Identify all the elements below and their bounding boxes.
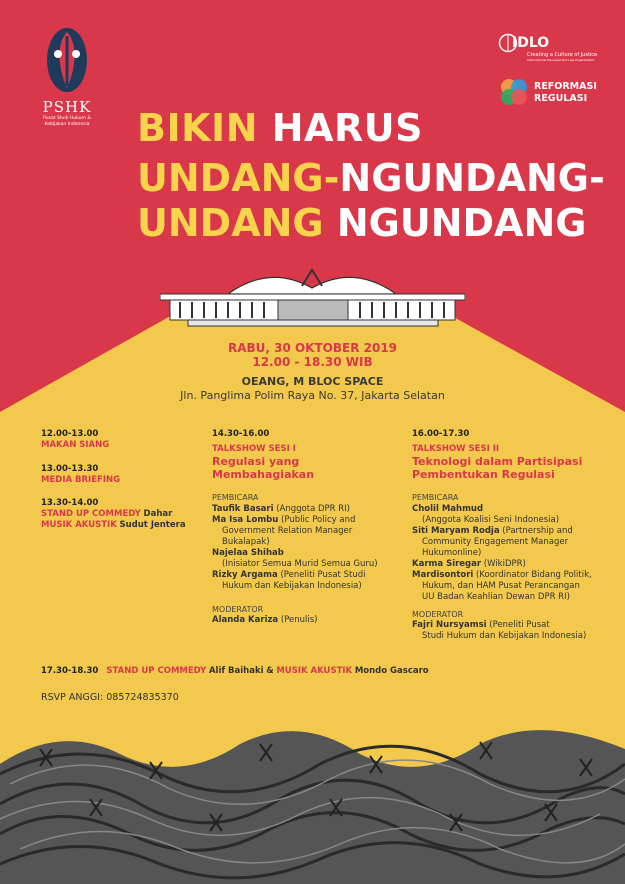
title-undang-2: UNDANG — [137, 201, 324, 245]
barbed-wire-illustration — [0, 704, 625, 884]
s1-p4-desc-2: Hukum dan Kebijakan Indonesia) — [222, 580, 362, 591]
session-2 — [412, 429, 617, 642]
session-1 — [212, 429, 407, 626]
musik-value: Sudut Jentera — [119, 520, 186, 530]
title-line-2 — [137, 158, 605, 198]
idlo-name: IDLO — [512, 35, 550, 51]
title-ngundang-2: NGUNDANG — [336, 201, 587, 245]
reformasi-line-1: REFORMASI — [534, 81, 597, 92]
title-line-3 — [137, 203, 586, 243]
standup-label: STAND UP COMMEDY — [41, 509, 141, 519]
s1-p2-desc-3: Bukalapak) — [222, 536, 270, 547]
closing-standup-value: Alif Baihaki — [208, 666, 264, 676]
s2-pembicara: PEMBICARA — [412, 493, 459, 502]
event-time: 12.00 - 18.30 WIB — [252, 355, 373, 369]
s1-moderator-label: MODERATOR — [212, 604, 264, 614]
standup-value: Dahar — [143, 509, 173, 519]
s2-p2-desc-2: Community Engagement Manager — [422, 536, 569, 547]
event-address: Jln. Panglima Polim Raya No. 37, Jakarta Selatan — [180, 389, 445, 402]
idlo-tag: Creating a Culture of Justice — [527, 52, 598, 58]
pshk-sub-1: Pusat Studi Hukum & — [43, 116, 91, 121]
closing-musik-label: MUSIK AKUSTIK — [276, 666, 353, 676]
time-2: 13.00-13.30 — [41, 464, 99, 474]
s1-p1-name: Taufik Basari — [212, 503, 274, 514]
makan-siang-label: MAKAN SIANG — [41, 440, 110, 450]
reformasi-emblem-icon — [498, 76, 530, 108]
s1-speaker-2 — [212, 515, 407, 526]
closing-standup-label: STAND UP COMMEDY — [106, 666, 207, 676]
media-briefing-label: MEDIA BRIEFING — [41, 475, 121, 485]
s2-p2-desc-3: Hukumonline) — [422, 547, 482, 558]
time-1: 12.00-13.00 — [41, 429, 99, 439]
s1-pembicara: PEMBICARA — [212, 493, 259, 502]
pshk-logo — [36, 26, 98, 128]
s2-time: 16.00-17.30 — [412, 429, 470, 439]
s2-moderator-desc-2: Studi Hukum dan Kebijakan Indonesia) — [422, 631, 587, 641]
s2-speaker-4 — [412, 570, 617, 581]
closing-row — [41, 666, 429, 677]
s2-moderator — [412, 620, 617, 631]
pshk-name: PSHK — [42, 98, 92, 116]
s1-moderator — [212, 615, 407, 626]
s1-p3-name: Najelaa Shihab — [212, 547, 284, 558]
s1-time: 14.30-16.00 — [212, 429, 270, 439]
s2-p2-name: Siti Maryam Rodja — [412, 525, 500, 536]
pshk-emblem — [45, 26, 89, 96]
pshk-sub-2: Kebijakan Indonesia — [44, 122, 90, 127]
s1-moderator-name: Alanda Kariza — [212, 615, 279, 625]
s1-p2-desc-2: Government Relation Manager — [222, 525, 353, 536]
s1-speaker-4 — [212, 570, 407, 581]
event-venue: OEANG, M BLOC SPACE — [241, 375, 384, 388]
s1-topic-1: Regulasi yang — [212, 455, 300, 468]
s1-speaker-1 — [212, 504, 407, 515]
s2-speaker-2 — [412, 526, 617, 537]
parliament-building-illustration — [160, 266, 465, 328]
musik-row — [41, 520, 206, 531]
s2-p4-desc-1: (Koordinator Bidang Politik, — [476, 569, 592, 580]
rsvp: RSVP ANGGI: 085724835370 — [41, 692, 179, 703]
s2-speaker-1 — [412, 504, 617, 515]
title-ngundang-1: NGUNDANG- — [339, 156, 605, 200]
event-date: RABU, 30 OKTOBER 2019 — [227, 341, 398, 355]
s1-p3-desc: (Inisiator Semua Murid Semua Guru) — [222, 558, 378, 569]
time-3: 13.30-14.00 — [41, 498, 99, 508]
s1-moderator-desc: (Penulis) — [280, 615, 318, 625]
s2-moderator-desc-1: (Peneliti Pusat — [489, 620, 550, 630]
s1-topic-2: Membahagiakan — [212, 468, 315, 481]
s2-moderator-label: MODERATOR — [412, 609, 464, 619]
s2-label: TALKSHOW SESI II — [412, 444, 500, 454]
event-info — [0, 341, 625, 403]
s2-p2-desc-1: (Partnership and — [502, 525, 573, 536]
title-undang-1: UNDANG- — [137, 156, 340, 200]
s1-p1-desc: (Anggota DPR RI) — [276, 503, 350, 514]
idlo-sub: International Development Law Organization — [527, 58, 595, 62]
s1-speaker-3 — [212, 548, 407, 559]
closing-musik-value: Mondo Gascaro — [354, 666, 429, 676]
s2-p4-desc-2: Hukum, dan HAM Pusat Perancangan — [422, 580, 580, 591]
s2-p4-name: Mardisontori — [412, 569, 474, 580]
closing-ampersand: & — [266, 666, 274, 676]
s1-p2-desc-1: (Public Policy and — [281, 514, 356, 525]
s2-topic-1: Teknologi dalam Partisipasi — [412, 455, 583, 468]
musik-label: MUSIK AKUSTIK — [41, 520, 117, 530]
s1-p2-name: Ma Isa Lombu — [212, 514, 279, 525]
s2-p3-desc: (WikiDPR) — [483, 558, 526, 569]
left-schedule — [41, 429, 206, 531]
s2-p1-desc: (Anggota Koalisi Seni Indonesia) — [422, 514, 560, 525]
s1-p4-name: Rizky Argama — [212, 569, 278, 580]
title-harus: HARUS — [271, 106, 423, 150]
title-line-1 — [137, 108, 423, 148]
standup-row — [41, 509, 206, 520]
s1-label: TALKSHOW SESI I — [212, 444, 296, 454]
s2-p3-name: Karma Siregar — [412, 558, 482, 569]
s2-speaker-3 — [412, 559, 617, 570]
s2-p1-name: Cholil Mahmud — [412, 503, 484, 514]
title-bikin: BIKIN — [137, 106, 258, 150]
s2-p4-desc-3: UU Badan Keahlian Dewan DPR RI) — [422, 591, 570, 602]
s1-p4-desc-1: (Peneliti Pusat Studi — [280, 569, 366, 580]
closing-time: 17.30-18.30 — [41, 666, 99, 676]
reformasi-line-2: REGULASI — [534, 93, 588, 104]
s2-moderator-name: Fajri Nursyamsi — [412, 620, 487, 630]
s2-topic-2: Pembentukan Regulasi — [412, 468, 555, 481]
